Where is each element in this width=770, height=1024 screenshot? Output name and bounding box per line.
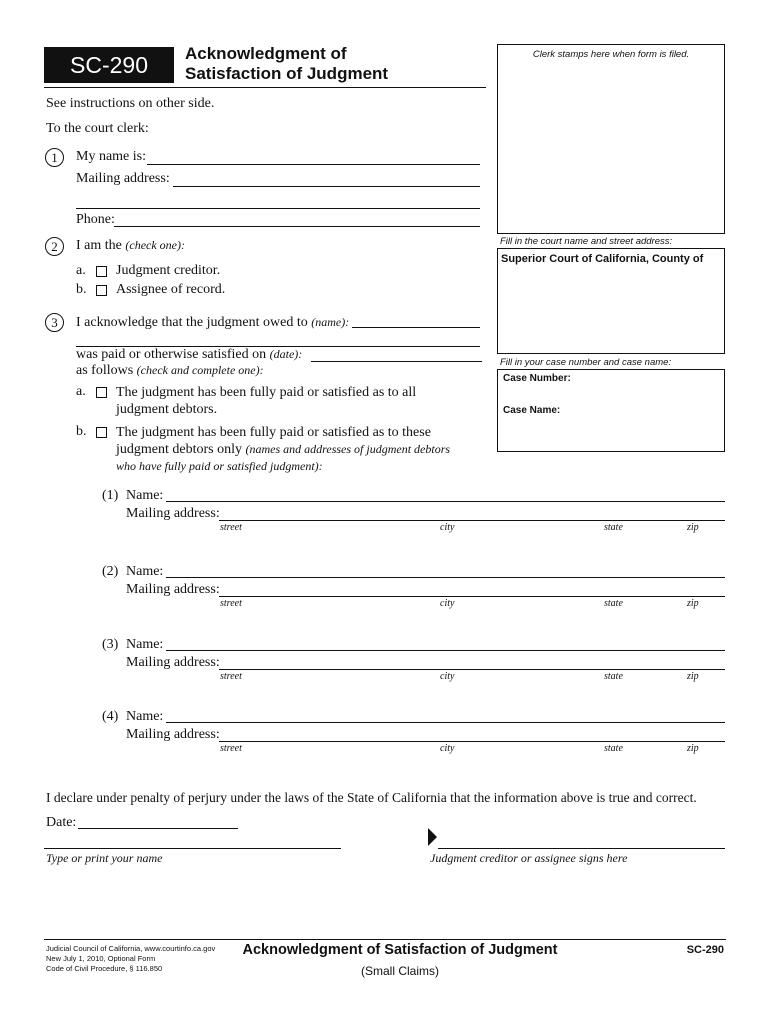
clerk-stamp-box xyxy=(497,44,725,234)
judgment-owed-to-field[interactable] xyxy=(352,311,480,328)
judgment-creditor-checkbox[interactable] xyxy=(96,266,107,277)
form-code-badge xyxy=(44,47,174,83)
my-name-field[interactable] xyxy=(147,148,480,165)
street-label: street xyxy=(220,743,242,754)
debtor-name-label: Name: xyxy=(126,488,164,503)
zip-label: zip xyxy=(687,671,699,682)
state-label: state xyxy=(604,598,623,609)
zip-label: zip xyxy=(687,598,699,609)
debtor-mailing-field[interactable] xyxy=(219,653,725,670)
acknowledge-label xyxy=(76,315,349,331)
check-one-note: (check one): xyxy=(125,238,185,252)
zip-label: zip xyxy=(687,743,699,754)
form-code: SC-290 xyxy=(70,52,148,78)
fully-paid-these-checkbox[interactable] xyxy=(96,427,107,438)
state-label: state xyxy=(604,522,623,533)
state-label: state xyxy=(604,743,623,754)
sign-here-arrow-icon xyxy=(428,828,437,846)
state-label: state xyxy=(604,671,623,682)
mailing-address-label: Mailing address: xyxy=(76,171,170,186)
footer-rule xyxy=(44,939,726,940)
form-title-line1: Acknowledgment of xyxy=(185,44,347,63)
debtor-name-label: Name: xyxy=(126,637,164,652)
debtor-index: (3) xyxy=(102,637,119,652)
header-rule xyxy=(44,87,486,88)
fully-paid-all-text xyxy=(116,384,416,418)
judgment-creditor-label: Judgment creditor. xyxy=(116,263,221,278)
debtor-name-field[interactable] xyxy=(166,561,725,578)
date-label: Date: xyxy=(46,815,77,830)
names-addresses-note: (names and addresses of judgment debtors xyxy=(245,442,451,456)
footer-subtitle: (Small Claims) xyxy=(361,964,439,978)
form-title-line2: Satisfaction of Judgment xyxy=(185,64,389,83)
paid-on-label xyxy=(76,347,302,363)
phone-label: Phone: xyxy=(76,212,115,227)
item-1-number: 1 xyxy=(45,148,64,167)
city-label: city xyxy=(440,598,455,609)
instructions-note: See instructions on other side. xyxy=(46,96,215,111)
to-clerk-text: To the court clerk: xyxy=(46,121,149,136)
option-a-letter: a. xyxy=(76,263,86,278)
debtor-mailing-label: Mailing address: xyxy=(126,655,220,670)
debtors-only-text: judgment debtors only xyxy=(116,442,242,457)
as-follows-label xyxy=(76,363,264,379)
item-3-number: 3 xyxy=(45,313,64,332)
debtor-mailing-label: Mailing address: xyxy=(126,727,220,742)
option-3b-letter: b. xyxy=(76,424,87,439)
option-3a-letter: a. xyxy=(76,384,86,399)
debtor-mailing-field[interactable] xyxy=(219,725,725,742)
assignee-of-record-checkbox[interactable] xyxy=(96,285,107,296)
debtor-mailing-label: Mailing address: xyxy=(126,506,220,521)
debtor-index: (1) xyxy=(102,488,119,503)
paid-date-field[interactable] xyxy=(311,345,482,362)
debtor-name-field[interactable] xyxy=(166,706,725,723)
phone-field[interactable] xyxy=(114,210,480,227)
fully-paid-these-text xyxy=(116,424,450,475)
i-am-the-text: I am the xyxy=(76,238,122,253)
debtor-name-label: Name: xyxy=(126,564,164,579)
signature-field[interactable] xyxy=(438,832,725,849)
perjury-declaration: I declare under penalty of perjury under the laws of the State of California that the information above is true and correct. xyxy=(46,790,697,805)
court-box[interactable] xyxy=(497,248,725,354)
fully-paid-all-line2: judgment debtors. xyxy=(116,402,218,417)
i-am-the-label xyxy=(76,238,185,254)
mailing-address-field[interactable] xyxy=(173,170,480,187)
footer-form-code: SC-290 xyxy=(686,944,724,956)
signature-label: Judgment creditor or assignee signs here xyxy=(430,851,628,865)
fully-paid-all-line1: The judgment has been fully paid or satisfied as to all xyxy=(116,385,417,400)
street-label: street xyxy=(220,522,242,533)
paid-satisfied-note: who have fully paid or satisfied judgment): xyxy=(116,459,323,473)
court-name-text: Superior Court of California, County of xyxy=(501,253,704,265)
debtor-index: (4) xyxy=(102,709,119,724)
footer-line3: Code of Civil Procedure, § 116.850 xyxy=(46,964,163,973)
case-name-label: Case Name: xyxy=(503,405,561,416)
date-note: (date): xyxy=(269,347,303,361)
fully-paid-all-checkbox[interactable] xyxy=(96,387,107,398)
print-name-label: Type or print your name xyxy=(46,851,163,865)
city-label: city xyxy=(440,671,455,682)
debtor-mailing-field[interactable] xyxy=(219,580,725,597)
date-field[interactable] xyxy=(78,812,238,829)
check-complete-note: (check and complete one): xyxy=(136,363,264,377)
debtor-name-field[interactable] xyxy=(166,634,725,651)
city-label: city xyxy=(440,522,455,533)
form-title xyxy=(185,44,388,84)
print-name-field[interactable] xyxy=(44,832,341,849)
case-hint: Fill in your case number and case name: xyxy=(500,357,672,368)
debtor-name-field[interactable] xyxy=(166,485,725,502)
clerk-stamp-note: Clerk stamps here when form is filed. xyxy=(532,49,690,60)
option-b-letter: b. xyxy=(76,282,87,297)
fully-paid-these-line2 xyxy=(116,441,450,458)
debtor-mailing-field[interactable] xyxy=(219,504,725,521)
street-label: street xyxy=(220,671,242,682)
name-note: (name): xyxy=(311,315,350,329)
acknowledge-text: I acknowledge that the judgment owed to xyxy=(76,315,308,330)
court-hint: Fill in the court name and street address: xyxy=(500,236,673,247)
fully-paid-these-line1: The judgment has been fully paid or satisfied as to these xyxy=(116,425,431,440)
footer-line1: Judicial Council of California, www.courtinfo.ca.gov xyxy=(46,944,216,953)
my-name-label: My name is: xyxy=(76,149,146,164)
debtor-name-label: Name: xyxy=(126,709,164,724)
case-box[interactable] xyxy=(497,369,725,452)
footer-line2: New July 1, 2010, Optional Form xyxy=(46,954,156,963)
zip-label: zip xyxy=(687,522,699,533)
case-number-label: Case Number: xyxy=(503,373,571,384)
debtor-index: (2) xyxy=(102,564,119,579)
street-label: street xyxy=(220,598,242,609)
footer-citation xyxy=(46,944,215,974)
mailing-address-field-2[interactable] xyxy=(76,192,480,209)
as-follows-text: as follows xyxy=(76,363,134,378)
item-2-number: 2 xyxy=(45,237,64,256)
debtor-mailing-label: Mailing address: xyxy=(126,582,220,597)
city-label: city xyxy=(440,743,455,754)
assignee-of-record-label: Assignee of record. xyxy=(116,282,226,297)
paid-on-text: was paid or otherwise satisfied on xyxy=(76,347,267,362)
footer-title: Acknowledgment of Satisfaction of Judgment xyxy=(242,942,558,958)
